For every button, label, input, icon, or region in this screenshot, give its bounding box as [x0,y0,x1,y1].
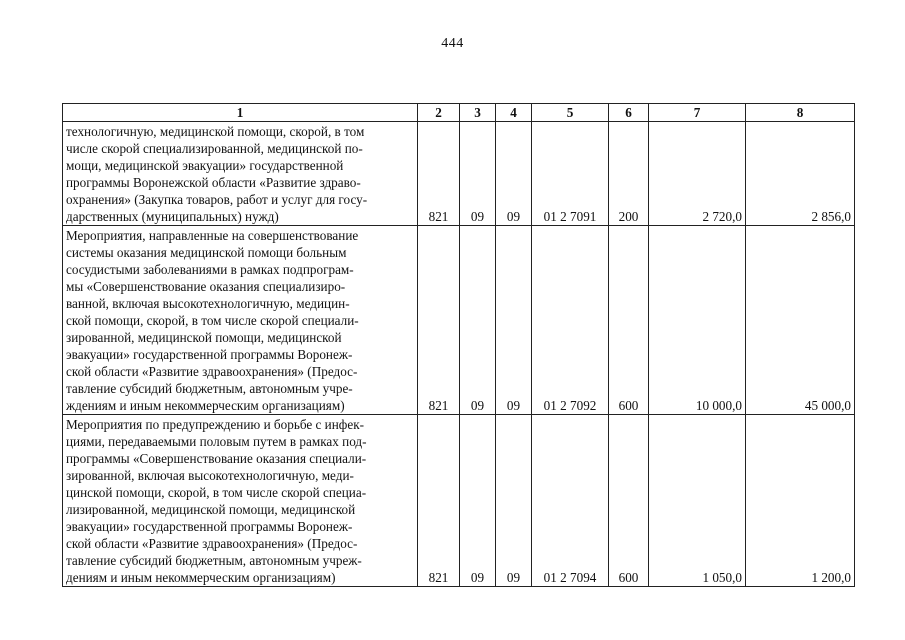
expense-type-code: 600 [609,226,649,415]
description-line: мощи, медицинской эвакуации» государственной [66,158,344,173]
column-header: 3 [460,104,496,122]
description-line: дарственных (муниципальных) нужд) [66,209,279,224]
column-header: 7 [649,104,746,122]
description-line: лизированной, медицинской помощи, медицинской [66,502,356,517]
description-line: мы «Совершенствование оказания специализиро- [66,279,346,294]
description-line: циями, передаваемыми половым путем в рамках под- [66,434,367,449]
description-line: тавление субсидий бюджетным, автономным учре- [66,381,353,396]
description-line: эвакуации» государственной программы Воронеж- [66,519,353,534]
subsection-code: 09 [496,415,532,587]
description-line: программы «Совершенствование оказания специали- [66,451,367,466]
description-line: ванной, включая высокотехнологичную, медицин- [66,296,350,311]
subsection-code: 09 [496,226,532,415]
description-line: тавление субсидий бюджетным, автономным учреж- [66,553,362,568]
description-line: Мероприятия, направленные на совершенствование [66,228,359,243]
description-line: ской области «Развитие здравоохранения» (Предос- [66,364,358,379]
description-line: технологичную, медицинской помощи, скорой, в том [66,124,365,139]
expense-type-code: 200 [609,122,649,226]
row-description [63,226,418,415]
amount-column-7: 2 720,0 [649,122,746,226]
ministry-code: 821 [418,122,460,226]
section-code: 09 [460,415,496,587]
section-code: 09 [460,226,496,415]
expense-type-code: 600 [609,415,649,587]
amount-column-8: 1 200,0 [746,415,855,587]
description-line: эвакуации» государственной программы Воронеж- [66,347,353,362]
amount-column-8: 45 000,0 [746,226,855,415]
amount-column-7: 1 050,0 [649,415,746,587]
column-header: 5 [532,104,609,122]
amount-column-8: 2 856,0 [746,122,855,226]
description-line: ской помощи, скорой, в том числе скорой специали- [66,313,359,328]
description-line: ской области «Развитие здравоохранения» (Предос- [66,536,358,551]
description-line: дениям и иным некоммерческим организациям) [66,570,336,585]
subsection-code: 09 [496,122,532,226]
row-description [63,415,418,587]
amount-column-7: 10 000,0 [649,226,746,415]
budget-table [62,103,855,587]
column-header: 8 [746,104,855,122]
column-header: 2 [418,104,460,122]
column-header: 6 [609,104,649,122]
section-code: 09 [460,122,496,226]
target-article-code: 01 2 7094 [532,415,609,587]
table-header-row [63,104,855,122]
ministry-code: 821 [418,226,460,415]
column-header: 4 [496,104,532,122]
description-line: числе скорой специализированной, медицинской по- [66,141,363,156]
ministry-code: 821 [418,415,460,587]
target-article-code: 01 2 7092 [532,226,609,415]
description-line: Мероприятия по предупреждению и борьбе с инфек- [66,417,364,432]
table-row [63,415,855,587]
description-line: зированной, включая высокотехнологичную, меди- [66,468,354,483]
description-line: сосудистыми заболеваниями в рамках подпрограм- [66,262,354,277]
table-row [63,122,855,226]
row-description [63,122,418,226]
page-number: 444 [441,36,464,51]
description-line: цинской помощи, скорой, в том числе скорой специа- [66,485,367,500]
description-line: охранения» (Закупка товаров, работ и услуг для госу- [66,192,368,207]
description-line: зированной, медицинской помощи, медицинской [66,330,342,345]
description-line: ждениям и иным некоммерческим организациям) [66,398,345,413]
table-row [63,226,855,415]
description-line: программы Воронежской области «Развитие здраво- [66,175,361,190]
target-article-code: 01 2 7091 [532,122,609,226]
column-header: 1 [63,104,418,122]
description-line: системы оказания медицинской помощи больным [66,245,347,260]
